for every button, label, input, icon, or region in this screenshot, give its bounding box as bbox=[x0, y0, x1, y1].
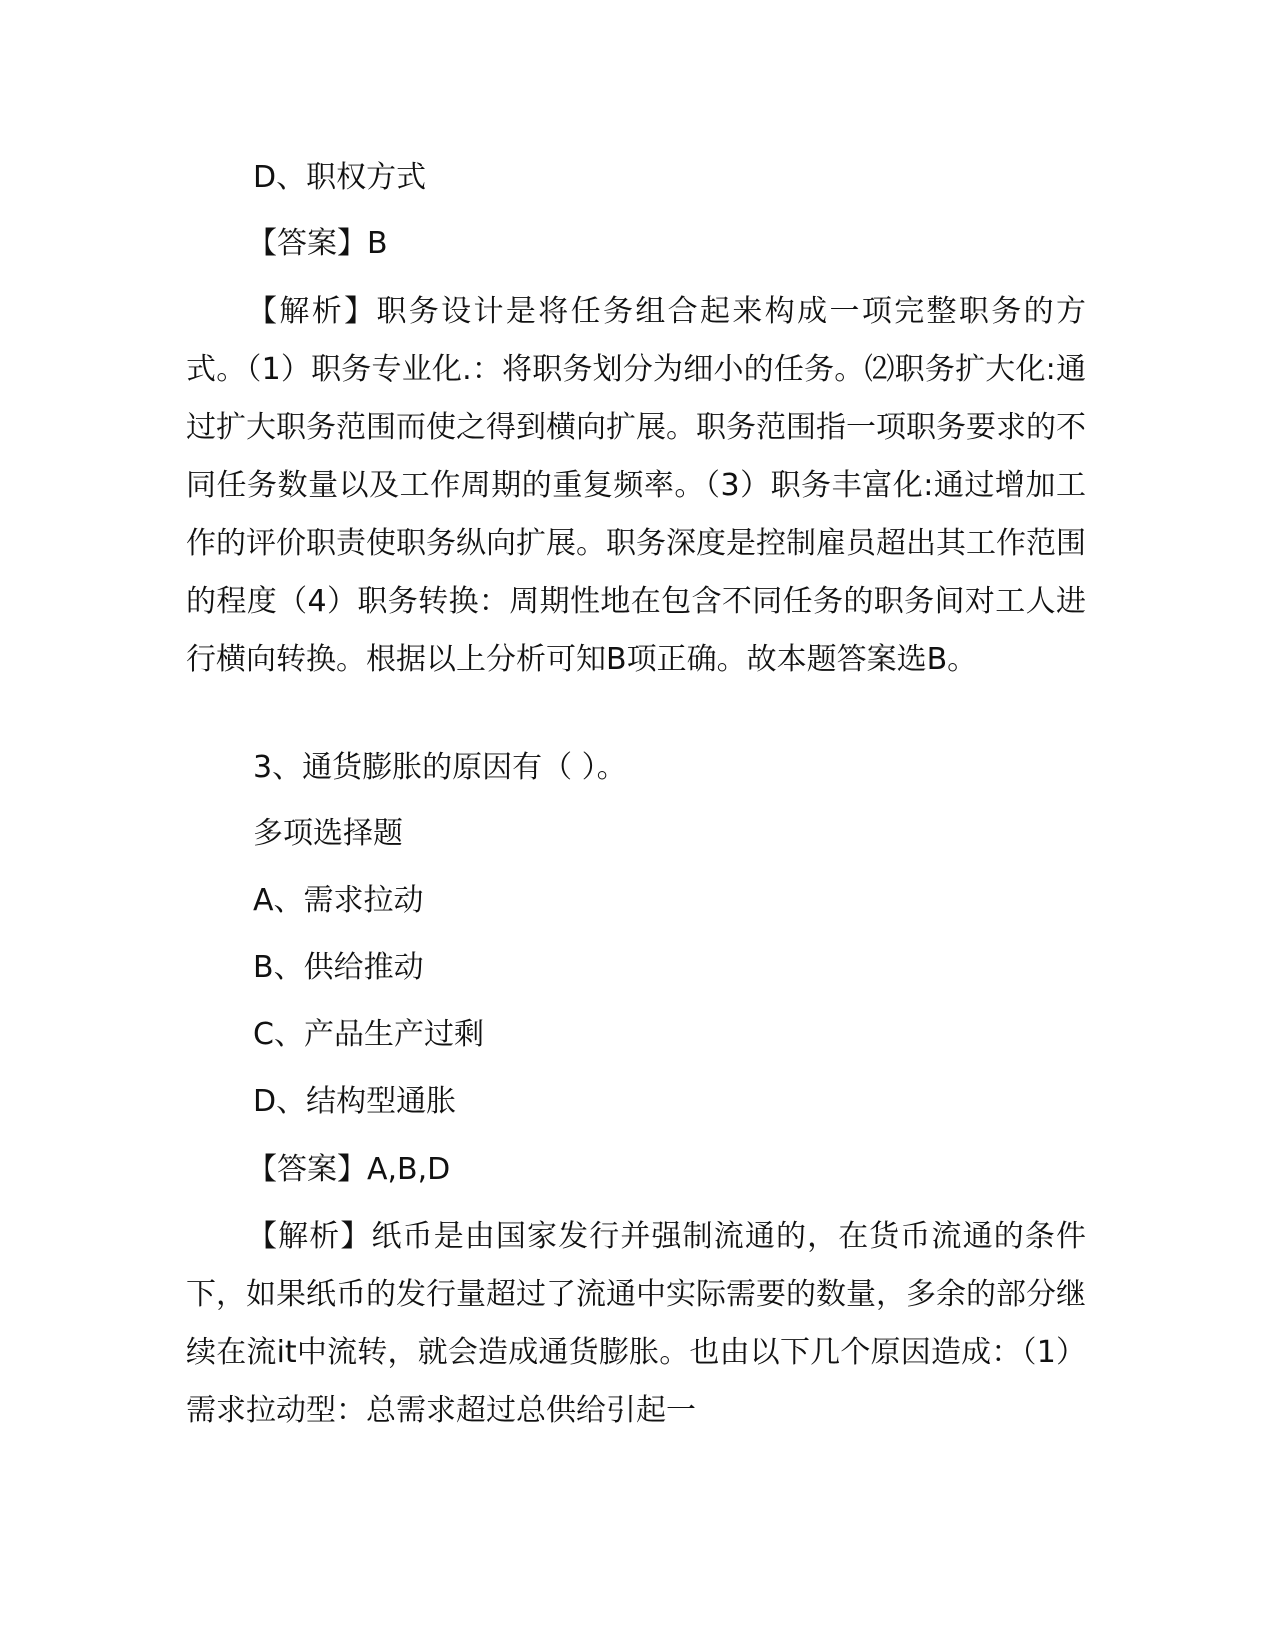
q2-analysis: 【解析】职务设计是将任务组合起来构成一项完整职务的方式。（1）职务专业化.：将职务划分为细小的任务。⑵职务扩大化:通过扩大职务范围而使之得到横向扩展。职务范围指一项职务要求的不同任务数量以及工作周期的重复频率。（3）职务丰富化:通过增加工作的评价职责使职务纵向扩展。职务深度是控制雇员超出其工作范围的程度（4）职务转换：周期性地在包含不同任务的职务间对工人进行横向转换。根据以上分析可知B项正确。故本题答案选B。 bbox=[186, 294, 1086, 677]
q3-option-c: C、产品生产过剩 bbox=[253, 1017, 484, 1052]
q2-option-d: D、职权方式 bbox=[253, 160, 427, 195]
q3-question: 3、通货膨胀的原因有（ ）。 bbox=[253, 750, 627, 785]
q3-answer: 【答案】A,B,D bbox=[247, 1152, 451, 1187]
q3-analysis: 【解析】纸币是由国家发行并强制流通的，在货币流通的条件下，如果纸币的发行量超过了流通中实际需要的数量，多余的部分继续在流it中流转，就会造成通货膨胀。也由以下几个原因造成：（1）需求拉动型：总需求超过总供给引起一 bbox=[186, 1219, 1086, 1428]
q3-option-a: A、需求拉动 bbox=[253, 883, 424, 918]
q3-question-type: 多项选择题 bbox=[253, 816, 403, 851]
q2-answer: 【答案】B bbox=[247, 226, 388, 261]
q3-option-b: B、供给推动 bbox=[253, 950, 424, 985]
q3-option-d: D、结构型通胀 bbox=[253, 1084, 457, 1119]
